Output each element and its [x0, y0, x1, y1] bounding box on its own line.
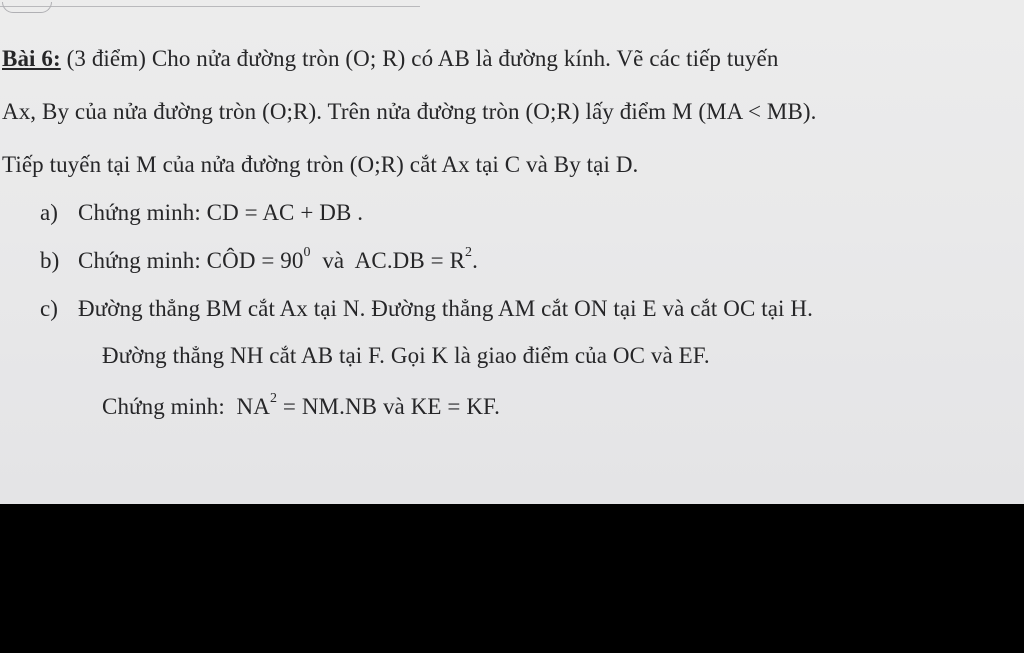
problem-label: Bài 6:	[2, 46, 61, 71]
part-c-text-1: Đường thẳng BM cắt Ax tại N. Đường thẳng AM cắt ON tại E và cắt OC tại H.	[78, 296, 813, 321]
top-rule-line	[0, 0, 420, 7]
part-c-letter: c)	[40, 296, 59, 321]
problem-line-2: Ax, By của nửa đường tròn (O;R). Trên nửa đường tròn (O;R) lấy điểm M (MA < MB).	[2, 99, 817, 124]
part-c-text-3b: = NM.NB và KE = KF.	[277, 394, 500, 419]
part-c-square: 2	[269, 391, 278, 407]
part-c-line-1	[40, 296, 813, 322]
part-b-text-2: và AC.DB = R	[310, 248, 466, 273]
problem-text-1: (3 điểm) Cho nửa đường tròn (O; R) có AB là đường kính. Vẽ các tiếp tuyến	[66, 46, 779, 71]
part-b-square: 2	[465, 245, 473, 261]
problem-line-3: Tiếp tuyến tại M của nửa đường tròn (O;R) cắt Ax tại C và By tại D.	[2, 152, 639, 177]
corner-mark	[2, 2, 52, 13]
problem-line-1	[2, 46, 778, 72]
part-b-text-1: Chứng minh: CÔD = 90	[78, 248, 304, 273]
part-b-text-3: .	[472, 248, 478, 273]
part-a-text: Chứng minh: CD = AC + DB .	[78, 200, 364, 225]
part-c-text-3a: Chứng minh: NA	[102, 394, 270, 419]
black-bottom-band	[0, 504, 1024, 653]
part-b-degree: 0	[303, 245, 311, 261]
part-c-line-2: Đường thẳng NH cắt AB tại F. Gọi K là giao điểm của OC và EF.	[102, 343, 710, 368]
part-a-letter: a)	[40, 200, 59, 225]
part-b	[40, 245, 478, 274]
part-b-letter: b)	[40, 248, 60, 273]
part-c-line-3	[102, 391, 500, 420]
part-a	[40, 200, 363, 226]
